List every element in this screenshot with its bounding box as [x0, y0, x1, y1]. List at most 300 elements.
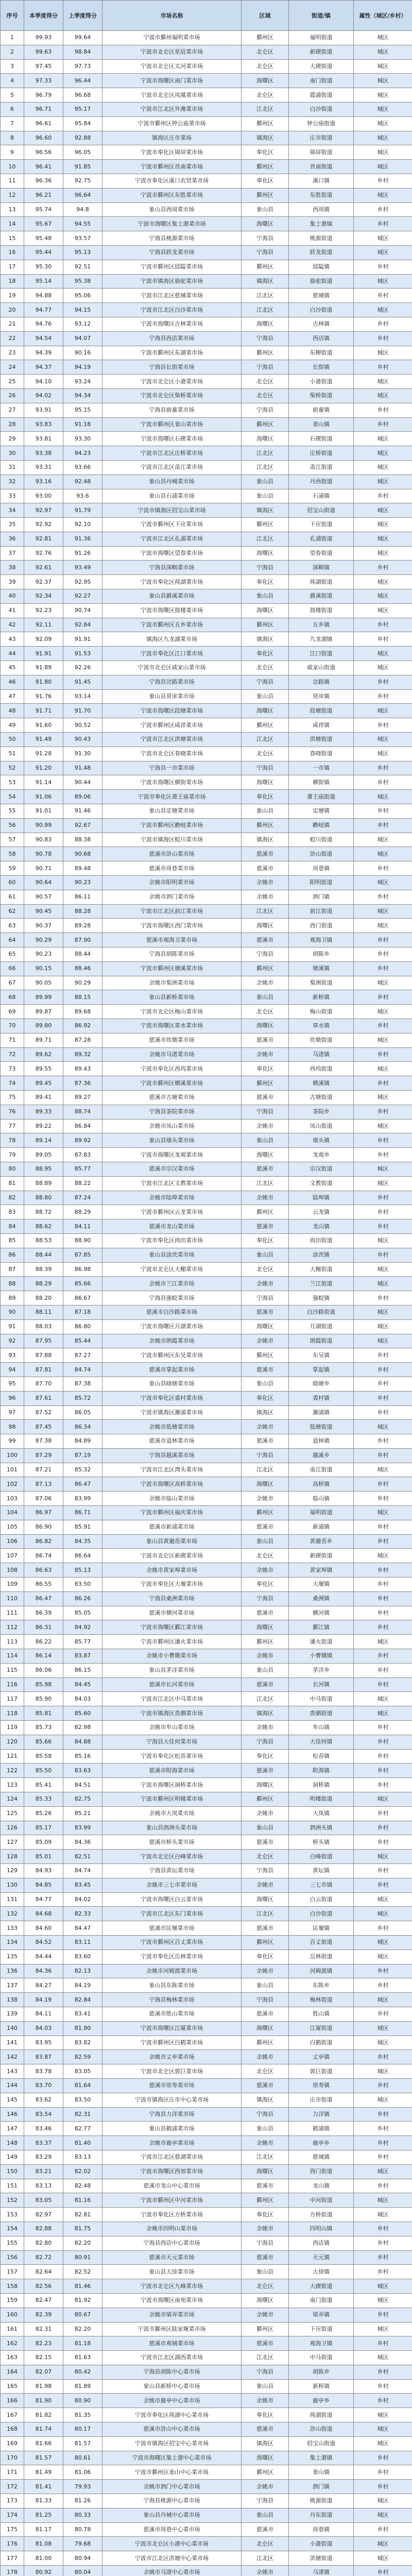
cell-score-current: 87.70 [24, 1377, 63, 1391]
cell-score-previous: 84.51 [63, 1778, 102, 1792]
cell-attribute: 城区 [354, 847, 412, 861]
cell-score-previous: 81.18 [63, 2336, 102, 2351]
cell-score-previous: 81.06 [63, 2465, 102, 2480]
table-row [1, 1005, 412, 1019]
cell-street: 霞浦街道 [289, 88, 354, 103]
cell-attribute: 城区 [354, 1549, 412, 1563]
cell-attribute: 城区 [354, 2508, 412, 2522]
cell-score-current: 86.63 [24, 1563, 63, 1578]
cell-score-current: 93.38 [24, 446, 63, 461]
cell-district: 象山县 [242, 1534, 289, 1549]
cell-no: 55 [1, 804, 24, 819]
cell-street: 白鹤街道 [289, 2036, 354, 2050]
cell-market-name: 宁波市北仑区大榭菜市场 [102, 1262, 242, 1277]
cell-district: 北仑区 [242, 1850, 289, 1864]
cell-score-current: 84.36 [24, 1964, 63, 1978]
cell-score-previous: 90.43 [63, 733, 102, 747]
cell-no: 48 [1, 704, 24, 718]
cell-score-current: 81.90 [24, 2394, 63, 2408]
cell-street: 胡陈乡 [289, 947, 354, 962]
cell-district: 鄞州区 [242, 1792, 289, 1807]
cell-district: 海曙区 [242, 775, 289, 790]
table-row [1, 202, 412, 217]
cell-market-name: 宁波市北仑区新碶菜市场 [102, 1549, 242, 1563]
cell-street: 周巷镇 [289, 2522, 354, 2537]
cell-district: 北仑区 [242, 747, 289, 761]
table-row [1, 88, 412, 103]
cell-attribute: 乡村 [354, 1477, 412, 1492]
cell-district: 宁海县 [242, 1448, 289, 1463]
cell-score-current: 81.33 [24, 2494, 63, 2509]
cell-district: 北仑区 [242, 88, 289, 103]
cell-district: 余姚市 [242, 890, 289, 904]
cell-district: 江北区 [242, 1907, 289, 1921]
cell-market-name: 宁海县西店菜市场 [102, 331, 242, 346]
cell-street: 姜山镇 [289, 417, 354, 432]
cell-market-name: 余姚市陆埠菜市场 [102, 1191, 242, 1205]
cell-market-name: 余姚市朗霞菜市场 [102, 1334, 242, 1348]
cell-market-name: 宁波市奉化区莼湖中心菜市场 [102, 2408, 242, 2422]
cell-attribute: 城区 [354, 388, 412, 403]
cell-market-name: 镇海区九龙湖菜市场 [102, 632, 242, 647]
cell-district: 江北区 [242, 446, 289, 461]
cell-district: 江北区 [242, 289, 289, 303]
table-row [1, 1635, 412, 1649]
cell-market-name: 宁波市海曙区南苑菜市场 [102, 2293, 242, 2308]
cell-score-current: 91.91 [24, 647, 63, 661]
cell-market-name: 宁波市鄞州区潘火菜市场 [102, 1635, 242, 1649]
cell-attribute: 城区 [354, 1907, 412, 1921]
cell-district: 海曙区 [242, 1892, 289, 1907]
cell-score-current: 82.39 [24, 2308, 63, 2322]
cell-score-current: 91.89 [24, 661, 63, 675]
cell-score-previous: 85.16 [63, 1749, 102, 1764]
table-row [1, 1921, 412, 1936]
cell-score-previous: 80.67 [63, 2308, 102, 2322]
cell-no: 146 [1, 2107, 24, 2122]
cell-no: 136 [1, 1964, 24, 1978]
table-row [1, 174, 412, 188]
cell-no: 76 [1, 1105, 24, 1119]
table-row [1, 1363, 412, 1377]
cell-district: 鄞州区 [242, 2465, 289, 2480]
table-row [1, 1864, 412, 1878]
cell-district: 奉化区 [242, 1950, 289, 1964]
cell-attribute: 乡村 [354, 1348, 412, 1363]
cell-score-previous: 92.95 [63, 575, 102, 589]
cell-street: 晓塘乡 [289, 1377, 354, 1391]
cell-score-previous: 80.33 [63, 2508, 102, 2522]
cell-attribute: 城区 [354, 603, 412, 618]
cell-score-current: 89.55 [24, 1062, 63, 1076]
table-row [1, 1477, 412, 1492]
cell-market-name: 象山县大徐菜市场 [102, 2265, 242, 2279]
cell-market-name: 宁波市鄞州区姜山菜市场 [102, 417, 242, 432]
cell-street: 涂茨镇 [289, 1248, 354, 1262]
cell-score-previous: 82.31 [63, 2107, 102, 2122]
cell-market-name: 宁波市鄞州福明菜市场 [102, 31, 242, 45]
cell-district: 海曙区 [242, 74, 289, 88]
cell-street: 跃龙街道 [289, 245, 354, 260]
cell-street: 鹤浦镇 [289, 2122, 354, 2136]
cell-score-current: 92.76 [24, 546, 63, 561]
cell-district: 余姚市 [242, 1964, 289, 1978]
cell-district: 海曙区 [242, 1148, 289, 1162]
table-row [1, 2093, 412, 2107]
cell-score-previous: 92.27 [63, 589, 102, 604]
cell-attribute: 城区 [354, 790, 412, 804]
table-row [1, 1319, 412, 1334]
cell-district: 海曙区 [242, 1019, 289, 1033]
cell-market-name: 宁波市海曙区集士港中心菜市场 [102, 2451, 242, 2465]
cell-score-current: 93.31 [24, 460, 63, 474]
table-row [1, 1892, 412, 1907]
table-row [1, 1405, 412, 1420]
cell-attribute: 城区 [354, 274, 412, 289]
cell-district: 慈溪市 [242, 1520, 289, 1534]
cell-street: 龙观乡 [289, 1148, 354, 1162]
table-row [1, 503, 412, 518]
cell-no: 46 [1, 675, 24, 689]
cell-score-previous: 88.46 [63, 961, 102, 976]
cell-no: 53 [1, 775, 24, 790]
cell-attribute: 城区 [354, 1062, 412, 1076]
cell-district: 宁海县 [242, 947, 289, 962]
cell-street: 横溪镇 [289, 1076, 354, 1091]
cell-no: 103 [1, 1492, 24, 1506]
cell-market-name: 余姚市马渚菜市场 [102, 1047, 242, 1062]
cell-score-current: 82.23 [24, 2336, 63, 2351]
cell-street: 大堰镇 [289, 1578, 354, 1592]
cell-market-name: 宁波市海曙区高桥菜市场 [102, 1477, 242, 1492]
cell-street: 潘火街道 [289, 1635, 354, 1649]
cell-no: 149 [1, 2150, 24, 2164]
cell-attribute: 乡村 [354, 202, 412, 217]
table-row [1, 1735, 412, 1749]
table-row [1, 2265, 412, 2279]
cell-attribute: 城区 [354, 1233, 412, 1248]
cell-street: 咸祥镇 [289, 718, 354, 733]
cell-attribute: 城区 [354, 31, 412, 45]
table-row [1, 1706, 412, 1721]
cell-score-previous: 91.53 [63, 647, 102, 661]
table-row [1, 1062, 412, 1076]
cell-score-previous: 89.28 [63, 919, 102, 933]
cell-attribute: 乡村 [354, 818, 412, 833]
cell-attribute: 城区 [354, 589, 412, 604]
cell-score-previous: 89.06 [63, 790, 102, 804]
cell-score-current: 92.81 [24, 532, 63, 546]
cell-attribute: 城区 [354, 1305, 412, 1319]
cell-street: 小港街道 [289, 375, 354, 389]
cell-attribute: 乡村 [354, 2122, 412, 2136]
cell-market-name: 宁波市海曙区望春菜市场 [102, 546, 242, 561]
cell-market-name: 宁波市海曙区洞桥菜市场 [102, 1778, 242, 1792]
cell-district: 余姚市 [242, 1878, 289, 1892]
cell-score-current: 89.22 [24, 1119, 63, 1133]
cell-street: 茅洋乡 [289, 1663, 354, 1677]
cell-district: 象山县 [242, 1978, 289, 1993]
cell-market-name: 余姚市鹿亭中心菜市场 [102, 2394, 242, 2408]
cell-no: 56 [1, 818, 24, 833]
cell-no: 60 [1, 876, 24, 890]
cell-no: 147 [1, 2122, 24, 2136]
cell-district: 奉化区 [242, 647, 289, 661]
cell-street: 九龙湖镇 [289, 632, 354, 647]
cell-score-previous: 79.93 [63, 2480, 102, 2494]
cell-score-previous: 86.67 [63, 1291, 102, 1306]
cell-attribute: 城区 [354, 833, 412, 847]
cell-market-name: 象山县晓塘菜市场 [102, 1377, 242, 1391]
cell-market-name: 宁波市江北区湾头菜市场 [102, 1463, 242, 1477]
table-row [1, 2179, 412, 2193]
cell-no: 19 [1, 289, 24, 303]
table-row [1, 1649, 412, 1664]
cell-attribute: 乡村 [354, 289, 412, 303]
table-row [1, 1076, 412, 1091]
cell-market-name: 余姚市临山菜市场 [102, 1492, 242, 1506]
cell-attribute: 城区 [354, 2322, 412, 2336]
cell-street: 东柳街道 [289, 346, 354, 360]
table-row [1, 403, 412, 417]
cell-attribute: 乡村 [354, 2107, 412, 2122]
cell-score-previous: 93.49 [63, 561, 102, 575]
cell-attribute: 乡村 [354, 2050, 412, 2064]
cell-district: 慈溪市 [242, 2422, 289, 2437]
cell-attribute: 城区 [354, 661, 412, 675]
cell-attribute: 城区 [354, 1706, 412, 1721]
cell-district: 江北区 [242, 2551, 289, 2566]
cell-market-name: 余姚市黄家埠菜市场 [102, 1563, 242, 1578]
table-row [1, 1850, 412, 1864]
cell-street: 黄避岙乡 [289, 1534, 354, 1549]
cell-no: 63 [1, 919, 24, 933]
cell-market-name: 宁波市江北区中马菜市场 [102, 1692, 242, 1706]
table-row [1, 160, 412, 174]
cell-no: 135 [1, 1950, 24, 1964]
cell-score-previous: 99.64 [63, 31, 102, 45]
cell-attribute: 城区 [354, 375, 412, 389]
cell-attribute: 城区 [354, 160, 412, 174]
cell-score-previous: 93.30 [63, 432, 102, 446]
cell-score-current: 85.41 [24, 1778, 63, 1792]
cell-attribute: 城区 [354, 747, 412, 761]
table-row [1, 1935, 412, 1950]
cell-market-name: 余姚市兰江菜市场 [102, 1277, 242, 1291]
cell-score-previous: 93.12 [63, 317, 102, 331]
cell-no: 8 [1, 131, 24, 145]
table-row [1, 2566, 412, 2576]
cell-attribute: 乡村 [354, 1649, 412, 1664]
cell-district: 奉化区 [242, 174, 289, 188]
cell-attribute: 城区 [354, 976, 412, 990]
cell-district: 镇海区 [242, 274, 289, 289]
table-row [1, 1520, 412, 1534]
cell-street: 越溪乡 [289, 1448, 354, 1463]
cell-score-current: 89.71 [24, 1033, 63, 1047]
cell-street: 高桥镇 [289, 1477, 354, 1492]
cell-score-previous: 86.64 [63, 1549, 102, 1563]
cell-district: 北仑区 [242, 388, 289, 403]
cell-score-current: 83.70 [24, 2078, 63, 2093]
cell-score-current: 84.03 [24, 2021, 63, 2036]
cell-district: 象山县 [242, 1248, 289, 1262]
cell-no: 102 [1, 1477, 24, 1492]
cell-district: 江北区 [242, 532, 289, 546]
table-row [1, 718, 412, 733]
cell-market-name: 宁波市江北区孔浦菜市场 [102, 532, 242, 546]
cell-market-name: 慈溪市白沙路菜市场 [102, 1305, 242, 1319]
table-row [1, 1090, 412, 1105]
table-row [1, 2522, 412, 2537]
table-row [1, 790, 412, 804]
cell-district: 宁海县 [242, 1291, 289, 1306]
cell-district: 奉化区 [242, 1233, 289, 1248]
table-row [1, 260, 412, 274]
cell-market-name: 余姚市低塘菜市场 [102, 1420, 242, 1434]
cell-attribute: 城区 [354, 1850, 412, 1864]
cell-district: 象山县 [242, 589, 289, 604]
table-row [1, 2508, 412, 2522]
cell-district: 余姚市 [242, 1563, 289, 1578]
cell-no: 164 [1, 2365, 24, 2379]
cell-attribute: 城区 [354, 1334, 412, 1348]
cell-street: 龙山镇 [289, 1219, 354, 1234]
cell-market-name: 宁波市奉化区大堰菜市场 [102, 1578, 242, 1592]
cell-no: 137 [1, 1978, 24, 1993]
table-row [1, 618, 412, 632]
cell-district: 海曙区 [242, 1620, 289, 1635]
cell-attribute: 城区 [354, 474, 412, 489]
table-row [1, 1534, 412, 1549]
cell-street: 段塘街道 [289, 704, 354, 718]
cell-street: 古林镇 [289, 317, 354, 331]
cell-score-previous: 91.48 [63, 761, 102, 775]
cell-score-current: 82.47 [24, 2293, 63, 2308]
cell-score-current: 90.64 [24, 876, 63, 890]
cell-market-name: 宁波市奉化区江口菜市场 [102, 647, 242, 661]
cell-market-name: 宁波市江北区文教菜市场 [102, 1176, 242, 1191]
cell-market-name: 宁波市江北区外滩菜市场 [102, 102, 242, 116]
cell-attribute: 城区 [354, 518, 412, 532]
cell-market-name: 宁波市奉化区裘村菜市场 [102, 1391, 242, 1405]
cell-market-name: 宁波市海曙区江厦菜市场 [102, 2021, 242, 2036]
table-row [1, 116, 412, 131]
cell-market-name: 象山县茅洋菜市场 [102, 1663, 242, 1677]
table-row [1, 1420, 412, 1434]
cell-score-previous: 81.35 [63, 2408, 102, 2422]
cell-no: 51 [1, 747, 24, 761]
cell-no: 158 [1, 2279, 24, 2294]
cell-district: 慈溪市 [242, 1219, 289, 1234]
table-row [1, 74, 412, 88]
cell-no: 50 [1, 733, 24, 747]
cell-attribute: 乡村 [354, 1821, 412, 1835]
cell-street: 大徐镇 [289, 2265, 354, 2279]
cell-district: 慈溪市 [242, 2078, 289, 2093]
table-row [1, 1047, 412, 1062]
cell-street: 鄞江镇 [289, 1620, 354, 1635]
cell-no: 54 [1, 790, 24, 804]
cell-score-current: 85.98 [24, 1677, 63, 1692]
table-row [1, 2036, 412, 2050]
cell-street: 白峰街道 [289, 1850, 354, 1864]
cell-street: 胡陈乡 [289, 2365, 354, 2379]
table-row [1, 2279, 412, 2294]
cell-district: 北仑区 [242, 375, 289, 389]
cell-attribute: 城区 [354, 1420, 412, 1434]
cell-no: 167 [1, 2408, 24, 2422]
cell-no: 47 [1, 689, 24, 704]
table-row [1, 1119, 412, 1133]
cell-attribute: 城区 [354, 2036, 412, 2050]
cell-market-name: 慈溪市崇寿菜市场 [102, 2078, 242, 2093]
cell-no: 23 [1, 346, 24, 360]
cell-score-current: 82.80 [24, 2236, 63, 2250]
cell-no: 150 [1, 2164, 24, 2179]
cell-no: 35 [1, 518, 24, 532]
cell-market-name: 宁波市海曙区白云菜市场 [102, 1892, 242, 1907]
cell-district: 海曙区 [242, 317, 289, 331]
cell-street: 新桥镇 [289, 990, 354, 1005]
cell-score-previous: 94.15 [63, 303, 102, 317]
cell-score-previous: 84.19 [63, 1978, 102, 1993]
cell-no: 120 [1, 1735, 24, 1749]
cell-score-current: 85.26 [24, 1806, 63, 1821]
table-row [1, 2064, 412, 2079]
cell-score-previous: 85.66 [63, 1277, 102, 1291]
cell-score-current: 93.81 [24, 432, 63, 446]
cell-attribute: 乡村 [354, 2379, 412, 2394]
cell-market-name: 慈溪市观城菜市场 [102, 2336, 242, 2351]
cell-attribute: 乡村 [354, 1076, 412, 1091]
cell-market-name: 慈溪市周巷中心菜市场 [102, 2522, 242, 2537]
cell-district: 奉化区 [242, 1062, 289, 1076]
cell-score-previous: 84.11 [63, 1219, 102, 1234]
cell-score-current: 83.29 [24, 2150, 63, 2164]
cell-district: 余姚市 [242, 1649, 289, 1664]
cell-street: 石浦镇 [289, 489, 354, 503]
cell-street: 福明街道 [289, 1506, 354, 1520]
cell-market-name: 余姚市大岚菜市场 [102, 1806, 242, 1821]
cell-score-current: 86.31 [24, 1620, 63, 1635]
cell-attribute: 乡村 [354, 1448, 412, 1463]
cell-district: 江北区 [242, 102, 289, 116]
cell-score-current: 81.49 [24, 2465, 63, 2480]
cell-no: 32 [1, 474, 24, 489]
table-row [1, 1606, 412, 1620]
table-row [1, 1835, 412, 1850]
cell-score-previous: 82.33 [63, 1907, 102, 1921]
cell-no: 26 [1, 388, 24, 403]
table-row [1, 1578, 412, 1592]
cell-score-previous: 93.24 [63, 375, 102, 389]
cell-market-name: 宁波市江北区甬江菜市场 [102, 460, 242, 474]
cell-street: 黄家埠镇 [289, 1563, 354, 1578]
table-row [1, 2351, 412, 2365]
cell-no: 20 [1, 303, 24, 317]
cell-district: 余姚市 [242, 1334, 289, 1348]
cell-score-previous: 80.42 [63, 2365, 102, 2379]
cell-score-current: 97.45 [24, 59, 63, 74]
table-row [1, 2436, 412, 2451]
cell-street: 春晓街道 [289, 747, 354, 761]
cell-district: 象山县 [242, 2265, 289, 2279]
cell-score-previous: 83.45 [63, 1878, 102, 1892]
cell-score-current: 84.27 [24, 1978, 63, 1993]
cell-market-name: 宁波市奉化区岳林菜市场 [102, 1950, 242, 1964]
cell-district: 海曙区 [242, 1477, 289, 1492]
